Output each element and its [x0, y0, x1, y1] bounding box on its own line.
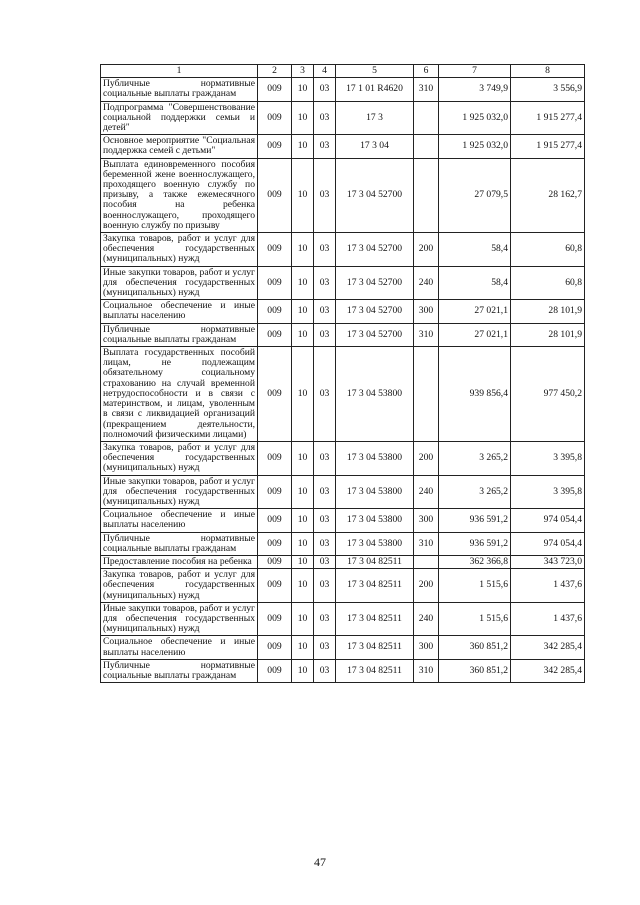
row-name-cell: Социальное обеспечение и иные выплаты населению [101, 636, 258, 659]
subsection-code-cell: 03 [314, 233, 336, 267]
table-row [101, 266, 585, 300]
table-row [101, 347, 585, 442]
amount-year2-cell: 974 054,4 [511, 509, 585, 532]
table-row [101, 78, 585, 101]
subsection-code-cell: 03 [314, 509, 336, 532]
expense-type-cell: 310 [414, 659, 439, 682]
expense-type-cell: 300 [414, 636, 439, 659]
amount-year1-cell: 27 021,1 [439, 323, 511, 346]
table-row [101, 509, 585, 532]
target-article-cell: 17 3 04 53800 [336, 532, 414, 555]
table-row [101, 555, 585, 568]
amount-year2-cell: 3 556,9 [511, 78, 585, 101]
expense-type-cell [414, 158, 439, 232]
table-row [101, 532, 585, 555]
section-code-cell: 10 [292, 347, 314, 442]
expense-type-cell: 200 [414, 233, 439, 267]
row-name-cell: Выплата единовременного пособия беременной жене военнослужащего, проходящего военную службу по призыву, а также ежемесячного пособия на ребенка военнослужащего, проходящего военную службу по призыву [101, 158, 258, 232]
row-name-cell: Подпрограмма "Совершенствование социальной поддержки семьи и детей" [101, 101, 258, 135]
amount-year1-cell: 936 591,2 [439, 509, 511, 532]
target-article-cell: 17 3 [336, 101, 414, 135]
expense-type-cell: 310 [414, 323, 439, 346]
section-code-cell: 10 [292, 135, 314, 158]
ministry-code-cell: 009 [258, 602, 292, 636]
expense-type-cell: 240 [414, 475, 439, 509]
section-code-cell: 10 [292, 636, 314, 659]
table-row [101, 569, 585, 603]
table-row [101, 158, 585, 232]
section-code-cell: 10 [292, 509, 314, 532]
subsection-code-cell: 03 [314, 532, 336, 555]
amount-year1-cell: 362 366,8 [439, 555, 511, 568]
subsection-code-cell: 03 [314, 323, 336, 346]
target-article-cell: 17 3 04 82511 [336, 659, 414, 682]
budget-table [100, 64, 585, 683]
amount-year1-cell: 1 925 032,0 [439, 101, 511, 135]
table-row [101, 602, 585, 636]
row-name-cell: Закупка товаров, работ и услуг для обеспечения государственных (муниципальных) нужд [101, 233, 258, 267]
expense-type-cell: 300 [414, 509, 439, 532]
row-name-cell: Публичные нормативные социальные выплаты гражданам [101, 659, 258, 682]
target-article-cell: 17 3 04 52700 [336, 323, 414, 346]
target-article-cell: 17 3 04 52700 [336, 158, 414, 232]
subsection-code-cell: 03 [314, 569, 336, 603]
amount-year1-cell: 27 079,5 [439, 158, 511, 232]
expense-type-cell: 310 [414, 78, 439, 101]
ministry-code-cell: 009 [258, 509, 292, 532]
header-cell: 4 [314, 65, 336, 78]
amount-year2-cell: 60,8 [511, 266, 585, 300]
ministry-code-cell: 009 [258, 555, 292, 568]
target-article-cell: 17 3 04 53800 [336, 441, 414, 475]
table-row [101, 233, 585, 267]
amount-year1-cell: 939 856,4 [439, 347, 511, 442]
subsection-code-cell: 03 [314, 475, 336, 509]
section-code-cell: 10 [292, 300, 314, 323]
header-cell: 3 [292, 65, 314, 78]
row-name-cell: Иные закупки товаров, работ и услуг для обеспечения государственных (муниципальных) нужд [101, 602, 258, 636]
table-row [101, 135, 585, 158]
row-name-cell: Публичные нормативные социальные выплаты гражданам [101, 323, 258, 346]
ministry-code-cell: 009 [258, 475, 292, 509]
section-code-cell: 10 [292, 323, 314, 346]
table-row [101, 323, 585, 346]
ministry-code-cell: 009 [258, 233, 292, 267]
amount-year2-cell: 977 450,2 [511, 347, 585, 442]
amount-year1-cell: 360 851,2 [439, 636, 511, 659]
section-code-cell: 10 [292, 475, 314, 509]
table-row [101, 441, 585, 475]
table-row [101, 659, 585, 682]
section-code-cell: 10 [292, 569, 314, 603]
row-name-cell: Закупка товаров, работ и услуг для обеспечения государственных (муниципальных) нужд [101, 569, 258, 603]
ministry-code-cell: 009 [258, 347, 292, 442]
expense-type-cell: 200 [414, 441, 439, 475]
section-code-cell: 10 [292, 555, 314, 568]
expense-type-cell: 240 [414, 602, 439, 636]
row-name-cell: Публичные нормативные социальные выплаты гражданам [101, 532, 258, 555]
amount-year2-cell: 60,8 [511, 233, 585, 267]
header-row [101, 65, 585, 78]
amount-year2-cell: 342 285,4 [511, 636, 585, 659]
amount-year2-cell: 1 437,6 [511, 602, 585, 636]
ministry-code-cell: 009 [258, 532, 292, 555]
target-article-cell: 17 3 04 82511 [336, 555, 414, 568]
expense-type-cell: 200 [414, 569, 439, 603]
row-name-cell: Закупка товаров, работ и услуг для обеспечения государственных (муниципальных) нужд [101, 441, 258, 475]
amount-year1-cell: 3 265,2 [439, 441, 511, 475]
expense-type-cell [414, 101, 439, 135]
table-row [101, 300, 585, 323]
header-cell: 6 [414, 65, 439, 78]
target-article-cell: 17 3 04 53800 [336, 475, 414, 509]
ministry-code-cell: 009 [258, 266, 292, 300]
section-code-cell: 10 [292, 532, 314, 555]
subsection-code-cell: 03 [314, 78, 336, 101]
ministry-code-cell: 009 [258, 101, 292, 135]
amount-year2-cell: 342 285,4 [511, 659, 585, 682]
header-cell: 5 [336, 65, 414, 78]
header-cell: 2 [258, 65, 292, 78]
section-code-cell: 10 [292, 441, 314, 475]
subsection-code-cell: 03 [314, 101, 336, 135]
ministry-code-cell: 009 [258, 135, 292, 158]
expense-type-cell: 240 [414, 266, 439, 300]
target-article-cell: 17 3 04 52700 [336, 300, 414, 323]
ministry-code-cell: 009 [258, 569, 292, 603]
row-name-cell: Социальное обеспечение и иные выплаты населению [101, 509, 258, 532]
amount-year2-cell: 28 101,9 [511, 323, 585, 346]
table-row [101, 475, 585, 509]
target-article-cell: 17 3 04 82511 [336, 602, 414, 636]
row-name-cell: Основное мероприятие "Социальная поддержка семей с детьми" [101, 135, 258, 158]
amount-year1-cell: 936 591,2 [439, 532, 511, 555]
target-article-cell: 17 3 04 53800 [336, 347, 414, 442]
row-name-cell: Публичные нормативные социальные выплаты гражданам [101, 78, 258, 101]
amount-year2-cell: 1 915 277,4 [511, 135, 585, 158]
header-cell: 1 [101, 65, 258, 78]
ministry-code-cell: 009 [258, 659, 292, 682]
ministry-code-cell: 009 [258, 300, 292, 323]
amount-year1-cell: 58,4 [439, 266, 511, 300]
target-article-cell: 17 3 04 53800 [336, 509, 414, 532]
amount-year2-cell: 1 437,6 [511, 569, 585, 603]
table-row [101, 636, 585, 659]
subsection-code-cell: 03 [314, 266, 336, 300]
amount-year2-cell: 3 395,8 [511, 475, 585, 509]
ministry-code-cell: 009 [258, 78, 292, 101]
subsection-code-cell: 03 [314, 555, 336, 568]
subsection-code-cell: 03 [314, 347, 336, 442]
expense-type-cell [414, 555, 439, 568]
target-article-cell: 17 3 04 82511 [336, 569, 414, 603]
subsection-code-cell: 03 [314, 441, 336, 475]
section-code-cell: 10 [292, 158, 314, 232]
section-code-cell: 10 [292, 78, 314, 101]
section-code-cell: 10 [292, 659, 314, 682]
header-cell: 8 [511, 65, 585, 78]
target-article-cell: 17 3 04 52700 [336, 266, 414, 300]
subsection-code-cell: 03 [314, 636, 336, 659]
amount-year1-cell: 3 749,9 [439, 78, 511, 101]
section-code-cell: 10 [292, 602, 314, 636]
amount-year1-cell: 1 925 032,0 [439, 135, 511, 158]
target-article-cell: 17 3 04 52700 [336, 233, 414, 267]
amount-year1-cell: 1 515,6 [439, 602, 511, 636]
amount-year2-cell: 1 915 277,4 [511, 101, 585, 135]
section-code-cell: 10 [292, 101, 314, 135]
row-name-cell: Предоставление пособия на ребенка [101, 555, 258, 568]
header-cell: 7 [439, 65, 511, 78]
amount-year2-cell: 28 162,7 [511, 158, 585, 232]
amount-year2-cell: 343 723,0 [511, 555, 585, 568]
ministry-code-cell: 009 [258, 323, 292, 346]
subsection-code-cell: 03 [314, 158, 336, 232]
subsection-code-cell: 03 [314, 135, 336, 158]
subsection-code-cell: 03 [314, 602, 336, 636]
row-name-cell: Иные закупки товаров, работ и услуг для обеспечения государственных (муниципальных) нужд [101, 475, 258, 509]
expense-type-cell: 310 [414, 532, 439, 555]
target-article-cell: 17 1 01 R4620 [336, 78, 414, 101]
subsection-code-cell: 03 [314, 300, 336, 323]
ministry-code-cell: 009 [258, 636, 292, 659]
row-name-cell: Социальное обеспечение и иные выплаты населению [101, 300, 258, 323]
amount-year2-cell: 28 101,9 [511, 300, 585, 323]
ministry-code-cell: 009 [258, 441, 292, 475]
amount-year1-cell: 27 021,1 [439, 300, 511, 323]
amount-year1-cell: 360 851,2 [439, 659, 511, 682]
section-code-cell: 10 [292, 266, 314, 300]
amount-year1-cell: 3 265,2 [439, 475, 511, 509]
section-code-cell: 10 [292, 233, 314, 267]
table-row [101, 101, 585, 135]
target-article-cell: 17 3 04 [336, 135, 414, 158]
amount-year2-cell: 3 395,8 [511, 441, 585, 475]
amount-year1-cell: 1 515,6 [439, 569, 511, 603]
table-body [101, 78, 585, 683]
page-number: 47 [314, 855, 326, 869]
ministry-code-cell: 009 [258, 158, 292, 232]
subsection-code-cell: 03 [314, 659, 336, 682]
target-article-cell: 17 3 04 82511 [336, 636, 414, 659]
expense-type-cell [414, 135, 439, 158]
expense-type-cell [414, 347, 439, 442]
amount-year1-cell: 58,4 [439, 233, 511, 267]
expense-type-cell: 300 [414, 300, 439, 323]
amount-year2-cell: 974 054,4 [511, 532, 585, 555]
row-name-cell: Выплата государственных пособий лицам, не подлежащим обязательному социальному страхованию на случай временной нетрудоспособности и в связи с материнством, и лицам, уволенным в связи с ликвидацией организаций (прекращением деятельности, полномочий физическими лицами) [101, 347, 258, 442]
row-name-cell: Иные закупки товаров, работ и услуг для обеспечения государственных (муниципальных) нужд [101, 266, 258, 300]
